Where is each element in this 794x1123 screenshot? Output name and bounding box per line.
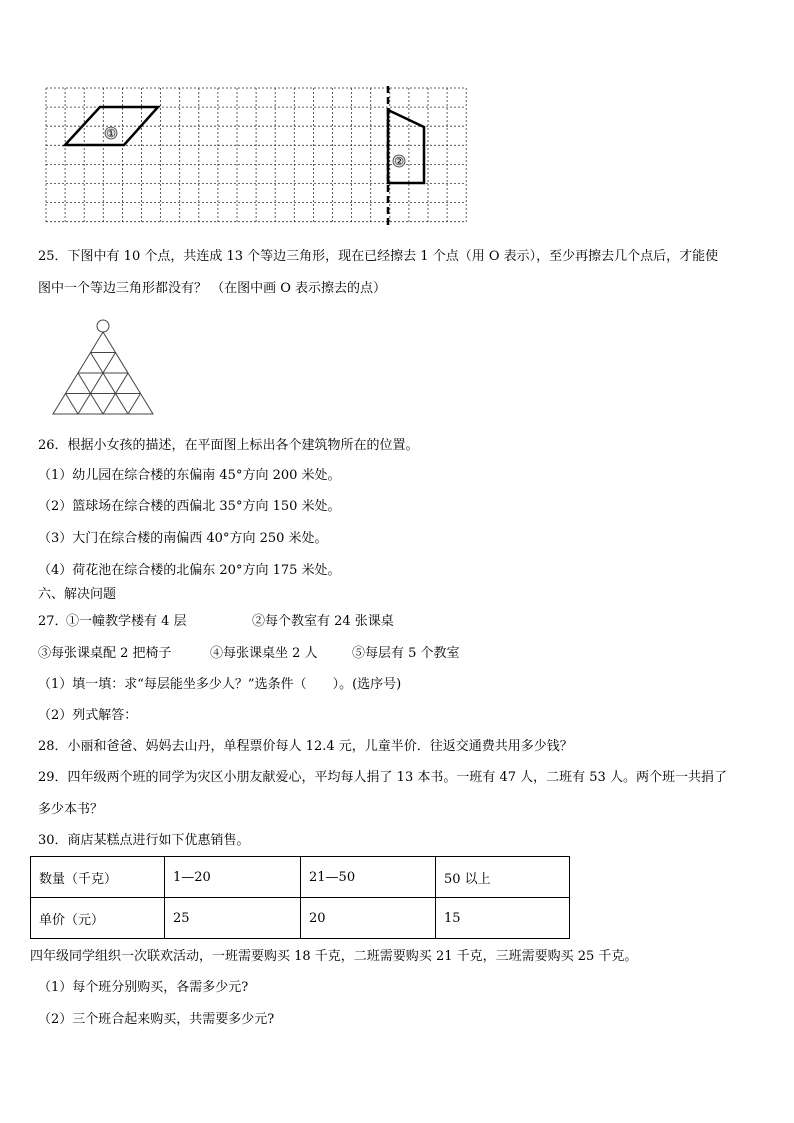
q30-title: 30．商店某糕点进行如下优惠销售。: [38, 833, 250, 848]
table-cell: 50 以上: [436, 857, 570, 898]
table-row: [31, 857, 570, 898]
q28-text: 28．小丽和爸爸、妈妈去山丹，单程票价每人 12.4 元，儿童半价．往返交通费共用多少钱？: [38, 739, 573, 754]
table-cell: 21—50: [301, 857, 436, 898]
table-row: [31, 898, 570, 939]
q26-item-3: （3）大门在综合楼的南偏西 40°方向 250 米处。: [38, 531, 328, 546]
trapezoid-shape: [388, 110, 424, 183]
q27-sub-2: （2）列式解答：: [38, 708, 138, 723]
q29-line1: 29．四年级两个班的同学为灾区小朋友献爱心，平均每人捐了 13 本书。一班有 47 人，二班有 53 人。两个班一共捐了: [38, 770, 727, 785]
q27-condition-5: ⑤每层有 5 个教室: [352, 646, 460, 661]
q27-prefix: 27．: [38, 614, 68, 629]
q25-line1: 25．下图中有 10 个点，共连成 13 个等边三角形，现在已经擦去 1 个点（用 O 表示），至少再擦去几个点后，才能使: [38, 249, 719, 264]
q30-sub-2: （2）三个班合起来购买，共需要多少元?: [38, 1012, 275, 1027]
q30-description: 四年级同学组织一次联欢活动，一班需要购买 18 千克，二班需要购买 21 千克，三班需要购买 25 千克。: [30, 949, 638, 964]
table-cell: 数量（千克）: [31, 857, 165, 898]
grid-figure: [40, 84, 470, 230]
q27-sub-1: （1）填一填：求“每层能坐多少人？”选条件（ ）。(选序号): [38, 677, 402, 692]
q27-condition-1: ①一幢教学楼有 4 层: [66, 614, 187, 629]
erased-point-circle: [97, 320, 109, 332]
q29-line2: 多少本书？: [38, 802, 104, 817]
table-cell: 25: [165, 898, 301, 939]
q26-item-4: （4）荷花池在综合楼的北偏东 20°方向 175 米处。: [38, 563, 341, 578]
table-cell: 单价（元）: [31, 898, 165, 939]
q26-item-2: （2）篮球场在综合楼的西偏北 35°方向 150 米处。: [38, 499, 341, 514]
q26-title: 26．根据小女孩的描述，在平面图上标出各个建筑物所在的位置。: [38, 438, 419, 453]
q25-line2: 图中一个等边三角形都没有？ （在图中画 O 表示擦去的点）: [38, 281, 387, 296]
q27-condition-3: ③每张课桌配 2 把椅子: [38, 646, 172, 661]
table-cell: 1—20: [165, 857, 301, 898]
q27-condition-4: ④每张课桌坐 2 人: [210, 646, 318, 661]
table-cell: 15: [436, 898, 570, 939]
price-table: [30, 856, 570, 939]
q26-item-1: （1）幼儿园在综合楼的东偏南 45°方向 200 米处。: [38, 468, 341, 483]
shape-label-2: ②: [394, 155, 404, 168]
triangle-figure: [48, 318, 158, 418]
shape-label-1: ①: [106, 127, 116, 140]
q27-condition-2: ②每个教室有 24 张课桌: [252, 614, 394, 629]
section-heading: 六、解决问题: [38, 587, 117, 602]
q30-sub-1: （1）每个班分别购买，各需多少元?: [38, 980, 249, 995]
table-cell: 20: [301, 898, 436, 939]
